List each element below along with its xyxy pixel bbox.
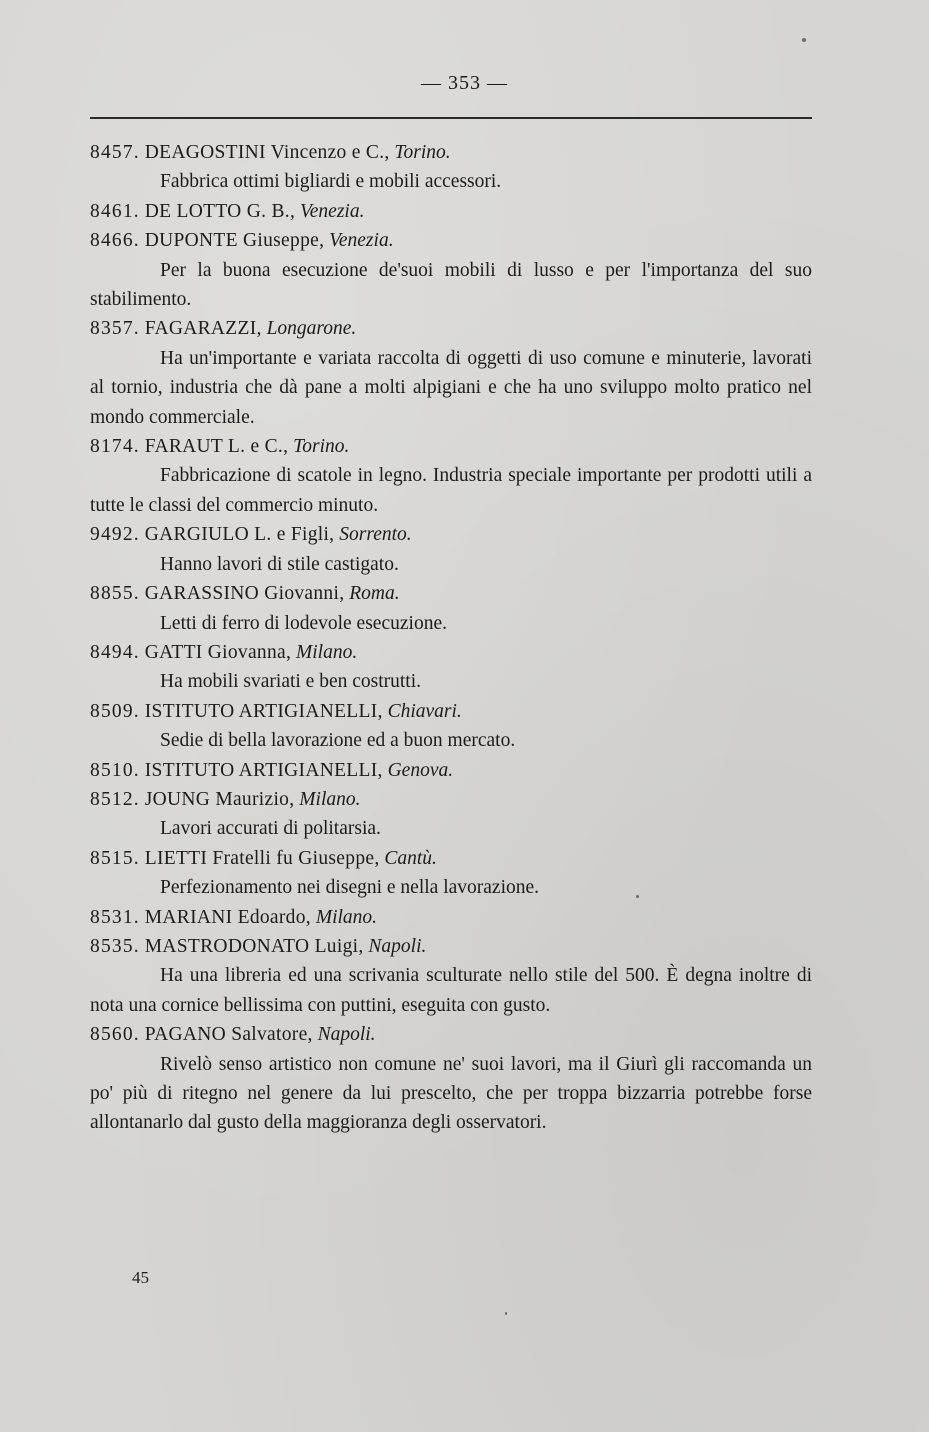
- entry-8457: [90, 138, 812, 197]
- entry-heading: [90, 697, 812, 726]
- entry-8510: [90, 756, 812, 785]
- entry-name: LIETTI Fratelli fu Giuseppe,: [144, 847, 380, 869]
- entry-8461: [90, 197, 812, 226]
- entry-heading: [90, 903, 812, 932]
- entry-number: 8531.: [90, 906, 140, 928]
- entry-description: Letti di ferro di lodevole esecuzione.: [160, 612, 447, 634]
- entry-place: Chiavari.: [387, 700, 462, 722]
- entry-place: Milano.: [296, 641, 358, 663]
- entries-list: [90, 138, 812, 1138]
- entry-number: 8855.: [90, 583, 140, 605]
- entry-8512: [90, 785, 812, 844]
- entry-description: Fabbrica ottimi bigliardi e mobili accessori.: [160, 171, 502, 193]
- entry-place: Napoli.: [317, 1024, 376, 1046]
- entry-place: Venezia.: [300, 200, 365, 222]
- entry-number: 8509.: [90, 700, 140, 722]
- entry-name: DUPONTE Giuseppe,: [144, 230, 325, 252]
- entry-name: DEAGOSTINI Vincenzo e C.,: [144, 142, 390, 163]
- entry-8515: [90, 844, 812, 903]
- entry-number: 9492.: [90, 524, 140, 546]
- entry-heading: [90, 932, 812, 961]
- entry-8855: [90, 579, 812, 638]
- entry-name: GARGIULO L. e Figli,: [144, 524, 335, 546]
- entry-8535: [90, 932, 812, 1020]
- entry-place: Roma.: [349, 583, 400, 605]
- entry-number: 8174.: [90, 436, 140, 458]
- entry-place: Longarone.: [266, 318, 357, 340]
- entry-9492: [90, 520, 812, 579]
- entry-name: DE LOTTO G. B.,: [144, 200, 296, 222]
- entry-heading: [90, 785, 812, 814]
- entry-name: FAGARAZZI,: [144, 318, 262, 340]
- entry-8174: [90, 432, 812, 520]
- entry-heading: [90, 638, 812, 667]
- entry-name: ISTITUTO ARTIGIANELLI,: [144, 700, 383, 722]
- entry-name: FARAUT L. e C.,: [144, 436, 289, 458]
- entry-8357: [90, 314, 812, 432]
- entry-8560: [90, 1020, 812, 1138]
- entry-number: 8494.: [90, 641, 140, 663]
- entry-place: Milano.: [299, 788, 361, 810]
- entry-heading: [90, 520, 812, 549]
- entry-heading: [90, 756, 812, 785]
- entry-place: Torino.: [293, 436, 350, 458]
- entry-8531: [90, 903, 812, 932]
- entry-name: MASTRODONATO Luigi,: [144, 935, 364, 957]
- entry-description: Ha una libreria ed una scrivania sculturate nello stile del 500. È degna inoltre di nota una cornice bellissima con puttini, eseguita con gusto.: [90, 965, 812, 1016]
- entry-place: Milano.: [315, 906, 378, 928]
- entry-heading: [90, 579, 812, 608]
- entry-8494: [90, 638, 812, 697]
- entry-number: 8457.: [90, 142, 140, 163]
- entry-place: Venezia.: [329, 230, 394, 252]
- entry-name: ISTITUTO ARTIGIANELLI,: [144, 759, 383, 781]
- printer-signature: 45: [132, 1268, 149, 1287]
- entry-name: GATTI Giovanna,: [144, 641, 292, 663]
- entry-description: Ha un'importante e variata raccolta di oggetti di uso comune e minuterie, lavorati al tornio, industria che dà pane a molti alpigiani e che ha uno sviluppo molto pratico nel mondo commerciale.: [90, 347, 812, 428]
- entry-heading: [90, 1020, 812, 1049]
- entry-name: GARASSINO Giovanni,: [144, 583, 345, 605]
- entry-heading: [90, 226, 812, 255]
- entry-heading: [90, 432, 812, 461]
- entry-place: Sorrento.: [339, 524, 412, 546]
- entry-description: Ha mobili svariati e ben costrutti.: [160, 671, 422, 693]
- header-rule: [90, 117, 812, 119]
- entry-number: 8461.: [90, 200, 140, 222]
- entry-place: Cantù.: [384, 847, 437, 869]
- entry-description: Perfezionamento nei disegni e nella lavorazione.: [160, 877, 540, 899]
- entry-description: Lavori accurati di politarsia.: [160, 818, 381, 840]
- entry-number: 8512.: [90, 788, 140, 810]
- entry-heading: [90, 138, 812, 167]
- entry-description: Rivelò senso artistico non comune ne' suoi lavori, ma il Giurì gli raccomanda un po' più di ritegno nel genere da lui prescelto, che per troppa bizzarria potrebbe forse allontanarlo dal gusto della maggioranza degli osservatori.: [90, 1053, 812, 1134]
- entry-description: Fabbricazione di scatole in legno. Industria speciale importante per prodotti utili a tutte le classi del commercio minuto.: [90, 465, 812, 516]
- entry-description: Per la buona esecuzione de'suoi mobili di lusso e per l'importanza del suo stabilimento.: [90, 259, 812, 311]
- entry-description: Hanno lavori di stile castigato.: [160, 553, 399, 575]
- entry-number: 8560.: [90, 1024, 140, 1046]
- entry-heading: [90, 844, 812, 873]
- page-number: — 353 —: [421, 72, 508, 94]
- entry-number: 8510.: [90, 759, 140, 781]
- entry-name: MARIANI Edoardo,: [144, 906, 311, 928]
- paper-speck: [505, 1312, 507, 1315]
- entry-number: 8466.: [90, 230, 140, 252]
- entry-heading: [90, 197, 812, 226]
- entry-description: Sedie di bella lavorazione ed a buon mercato.: [160, 730, 516, 752]
- entry-heading: [90, 314, 812, 343]
- entry-number: 8515.: [90, 847, 140, 869]
- entry-number: 8535.: [90, 935, 140, 957]
- entry-number: 8357.: [90, 318, 140, 340]
- entry-place: Torino.: [394, 142, 451, 163]
- paper-speck: [636, 895, 639, 898]
- entry-name: PAGANO Salvatore,: [144, 1024, 313, 1046]
- entry-name: JOUNG Maurizio,: [144, 788, 295, 810]
- entry-8466: [90, 226, 812, 314]
- entry-place: Napoli.: [368, 935, 427, 957]
- entry-place: Genova.: [387, 759, 454, 781]
- paper-speck: [802, 38, 806, 42]
- entry-8509: [90, 697, 812, 756]
